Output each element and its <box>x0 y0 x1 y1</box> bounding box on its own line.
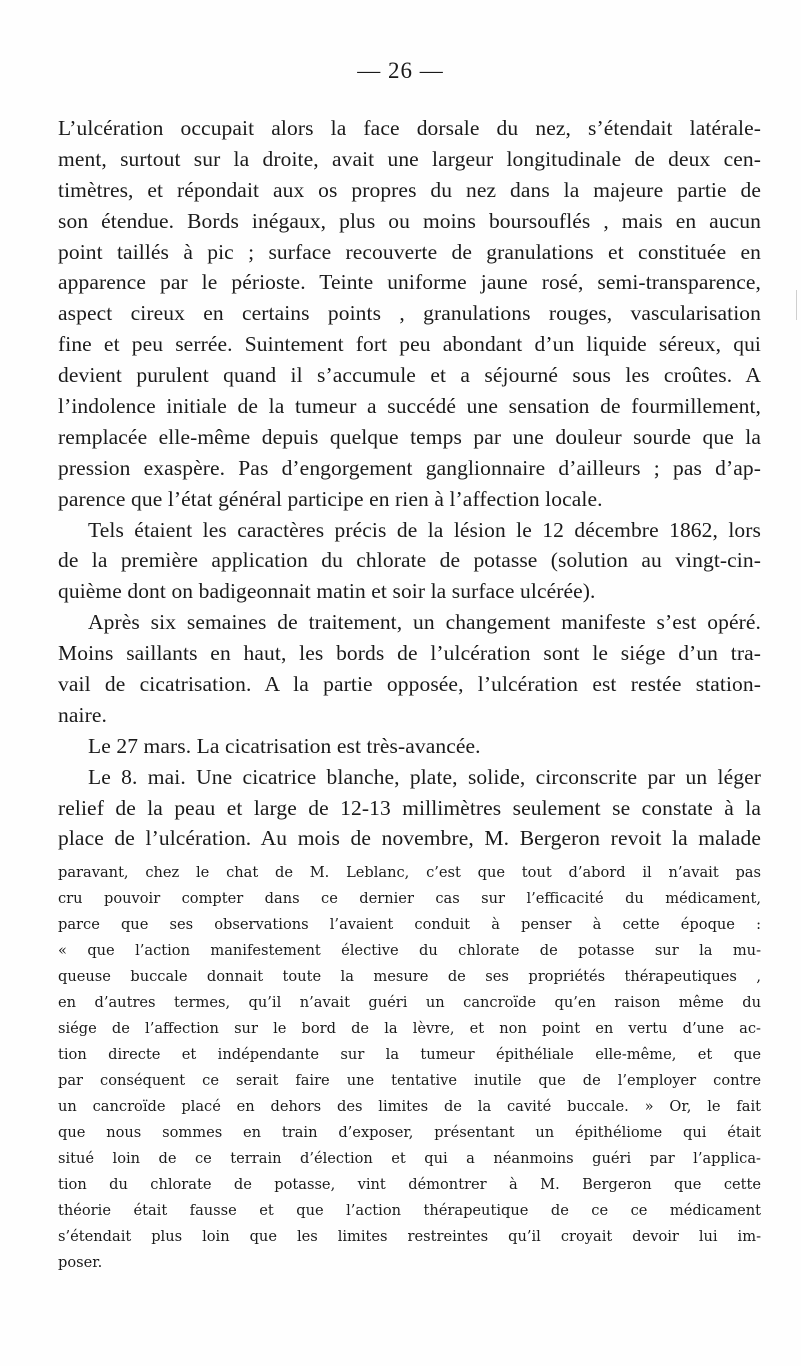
page-number: — 26 — <box>357 58 444 83</box>
text-line: par conséquent ce serait faire une tentative inutile que de l’employer contre <box>58 1072 761 1090</box>
main-text-block <box>58 113 761 854</box>
text-line: que nous sommes en train d’exposer, présentant un épithéliome qui était <box>58 1124 761 1142</box>
body-text <box>58 113 761 1276</box>
paragraph <box>58 860 761 1276</box>
text-line: de la première application du chlorate de potasse (solution au vingt-cin- <box>58 548 761 573</box>
text-line: pression exaspère. Pas d’engorgement ganglionnaire d’ailleurs ; pas d’ap- <box>58 455 761 480</box>
text-line: point taillés à pic ; surface recouverte de granulations et constituée en <box>58 239 761 264</box>
text-line: parence que l’état général participe en rien à l’affection locale. <box>58 486 603 511</box>
paragraph <box>58 515 761 608</box>
text-line: Tels étaient les caractères précis de la lésion le 12 décembre 1862, lors <box>88 517 761 542</box>
text-line: tion directe et indépendante sur la tumeur épithéliale elle-même, et que <box>58 1046 761 1064</box>
text-line: vail de cicatrisation. A la partie opposée, l’ulcération est restée station- <box>58 672 761 697</box>
text-line: tion du chlorate de potasse, vint démontrer à M. Bergeron que cette <box>58 1176 761 1194</box>
text-line: fine et peu serrée. Suintement fort peu abondant d’un liquide séreux, qui <box>58 332 761 357</box>
text-line: remplacée elle-même depuis quelque temps par une douleur sourde que la <box>58 424 761 449</box>
text-line: Après six semaines de traitement, un changement manifeste s’est opéré. <box>88 610 761 635</box>
paragraph <box>58 731 761 762</box>
text-line: queuse buccale donnait toute la mesure de ses propriétés thérapeutiques , <box>58 968 761 986</box>
text-line: son étendue. Bords inégaux, plus ou moins boursouflés , mais en aucun <box>58 208 761 233</box>
text-line: apparence par le périoste. Teinte uniforme jaune rosé, semi-transparence, <box>58 270 761 295</box>
text-line: ment, surtout sur la droite, avait une largeur longitudinale de deux cen- <box>58 146 761 171</box>
page-edge-mark <box>796 290 797 320</box>
text-line: siége de l’affection sur le bord de la lèvre, et non point en vertu d’une ac- <box>58 1020 761 1038</box>
quoted-text-block <box>58 860 761 1276</box>
text-line: Le 8. mai. Une cicatrice blanche, plate, solide, circonscrite par un léger <box>88 764 761 789</box>
text-line: L’ulcération occupait alors la face dorsale du nez, s’étendait latérale- <box>58 116 761 140</box>
text-line: relief de la peau et large de 12-13 millimètres seulement se constate à la <box>58 795 761 820</box>
paragraph <box>58 113 761 515</box>
paragraph <box>58 762 761 855</box>
text-line: poser. <box>58 1254 103 1272</box>
text-line: situé loin de ce terrain d’élection et qui a néanmoins guéri par l’applica- <box>58 1150 761 1168</box>
text-line: Moins saillants en haut, les bords de l’ulcération sont le siége d’un tra- <box>58 641 761 666</box>
text-line: quième dont on badigeonnait matin et soir la surface ulcérée). <box>58 579 596 604</box>
text-line: Le 27 mars. La cicatrisation est très-avancée. <box>88 733 481 758</box>
text-line: place de l’ulcération. Au mois de novembre, M. Bergeron revoit la malade <box>58 826 761 851</box>
paragraph <box>58 607 761 731</box>
text-line: s’étendait plus loin que les limites restreintes qu’il croyait devoir lui im- <box>58 1228 761 1246</box>
text-line: paravant, chez le chat de M. Leblanc, c’est que tout d’abord il n’avait pas <box>58 864 761 882</box>
text-line: timètres, et répondait aux os propres du nez dans la majeure partie de <box>58 177 761 202</box>
text-line: aspect cireux en certains points , granulations rouges, vascularisation <box>58 301 761 326</box>
text-line: cru pouvoir compter dans ce dernier cas sur l’efficacité du médicament, <box>58 890 761 908</box>
text-line: naire. <box>58 702 107 727</box>
text-line: l’indolence initiale de la tumeur a succédé une sensation de fourmillement, <box>58 394 761 419</box>
text-line: parce que ses observations l’avaient conduit à penser à cette époque : <box>58 916 761 934</box>
text-line: en d’autres termes, qu’il n’avait guéri un cancroïde qu’en raison même du <box>58 994 761 1012</box>
text-line: théorie était fausse et que l’action thérapeutique de ce ce médicament <box>58 1202 761 1220</box>
text-line: devient purulent quand il s’accumule et a séjourné sous les croûtes. A <box>58 363 761 388</box>
text-line: un cancroïde placé en dehors des limites de la cavité buccale. » Or, le fait <box>58 1098 761 1116</box>
text-line: « que l’action manifestement élective du chlorate de potasse sur la mu- <box>58 942 761 960</box>
